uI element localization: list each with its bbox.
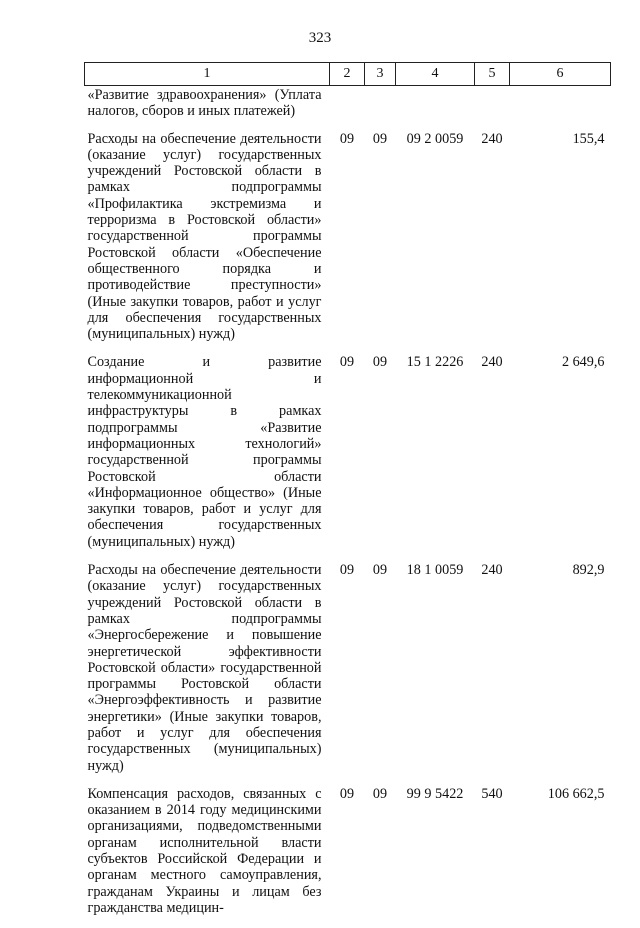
header-row xyxy=(85,63,611,86)
row-amount xyxy=(510,86,611,131)
row-description: Создание и развитие информационной и телекоммуникационной инфраструктуры в рамках подпрограммы «Развитие информационных технологий» государственной программы Ростовской области «Информационное общество» (Иные закупки товаров, работ и услуг для обеспечения государственных (муниципальных) нужд) xyxy=(85,354,330,562)
row-amount: 2 649,6 xyxy=(510,354,611,562)
table-row xyxy=(85,562,611,786)
row-section: 09 xyxy=(330,562,365,786)
header-col-2: 2 xyxy=(330,63,365,86)
row-target-article: 15 1 2226 xyxy=(396,354,475,562)
row-section: 09 xyxy=(330,786,365,928)
header-col-1: 1 xyxy=(85,63,330,86)
row-section: 09 xyxy=(330,131,365,355)
row-expense-type: 240 xyxy=(475,562,510,786)
table-row xyxy=(85,786,611,928)
table-body xyxy=(85,86,611,928)
row-subsection: 09 xyxy=(365,786,396,928)
page-number: 323 xyxy=(0,30,640,47)
row-description: Расходы на обеспечение деятельности (оказание услуг) государственных учреждений Ростовской области в рамках подпрограммы «Энергосбережение и повышение энергетической эффективности Ростовской области» государственной программы Ростовской области «Энергоэффективность и развитие энергетики» (Иные закупки товаров, работ и услуг для обеспечения государственных (муниципальных) нужд) xyxy=(85,562,330,786)
row-subsection: 09 xyxy=(365,354,396,562)
row-target-article: 18 1 0059 xyxy=(396,562,475,786)
row-section xyxy=(330,86,365,131)
row-subsection: 09 xyxy=(365,131,396,355)
table-row xyxy=(85,86,611,131)
row-target-article: 99 9 5422 xyxy=(396,786,475,928)
table-header xyxy=(85,63,611,86)
row-subsection: 09 xyxy=(365,562,396,786)
row-expense-type xyxy=(475,86,510,131)
header-col-5: 5 xyxy=(475,63,510,86)
row-description: «Развитие здравоохранения» (Уплата налогов, сборов и иных платежей) xyxy=(85,86,330,131)
budget-table xyxy=(84,62,611,928)
row-section: 09 xyxy=(330,354,365,562)
header-col-3: 3 xyxy=(365,63,396,86)
row-description: Компенсация расходов, связанных с оказанием в 2014 году медицинскими организациями, подведомственными органам исполнительной власти субъектов Российской Федерации и органам местного самоуправления, гражданам Украины и лицам без гражданства медицин- xyxy=(85,786,330,928)
row-amount: 155,4 xyxy=(510,131,611,355)
header-col-6: 6 xyxy=(510,63,611,86)
row-amount: 892,9 xyxy=(510,562,611,786)
row-target-article: 09 2 0059 xyxy=(396,131,475,355)
row-description: Расходы на обеспечение деятельности (оказание услуг) государственных учреждений Ростовской области в рамках подпрограммы «Профилактика экстремизма и терроризма в Ростовской области» государственной программы Ростовской области «Обеспечение общественного порядка и противодействие преступности» (Иные закупки товаров, работ и услуг для обеспечения государственных (муниципальных) нужд) xyxy=(85,131,330,355)
table-row xyxy=(85,131,611,355)
row-target-article xyxy=(396,86,475,131)
row-expense-type: 540 xyxy=(475,786,510,928)
row-expense-type: 240 xyxy=(475,354,510,562)
row-amount: 106 662,5 xyxy=(510,786,611,928)
row-expense-type: 240 xyxy=(475,131,510,355)
table-row xyxy=(85,354,611,562)
header-col-4: 4 xyxy=(396,63,475,86)
row-subsection xyxy=(365,86,396,131)
